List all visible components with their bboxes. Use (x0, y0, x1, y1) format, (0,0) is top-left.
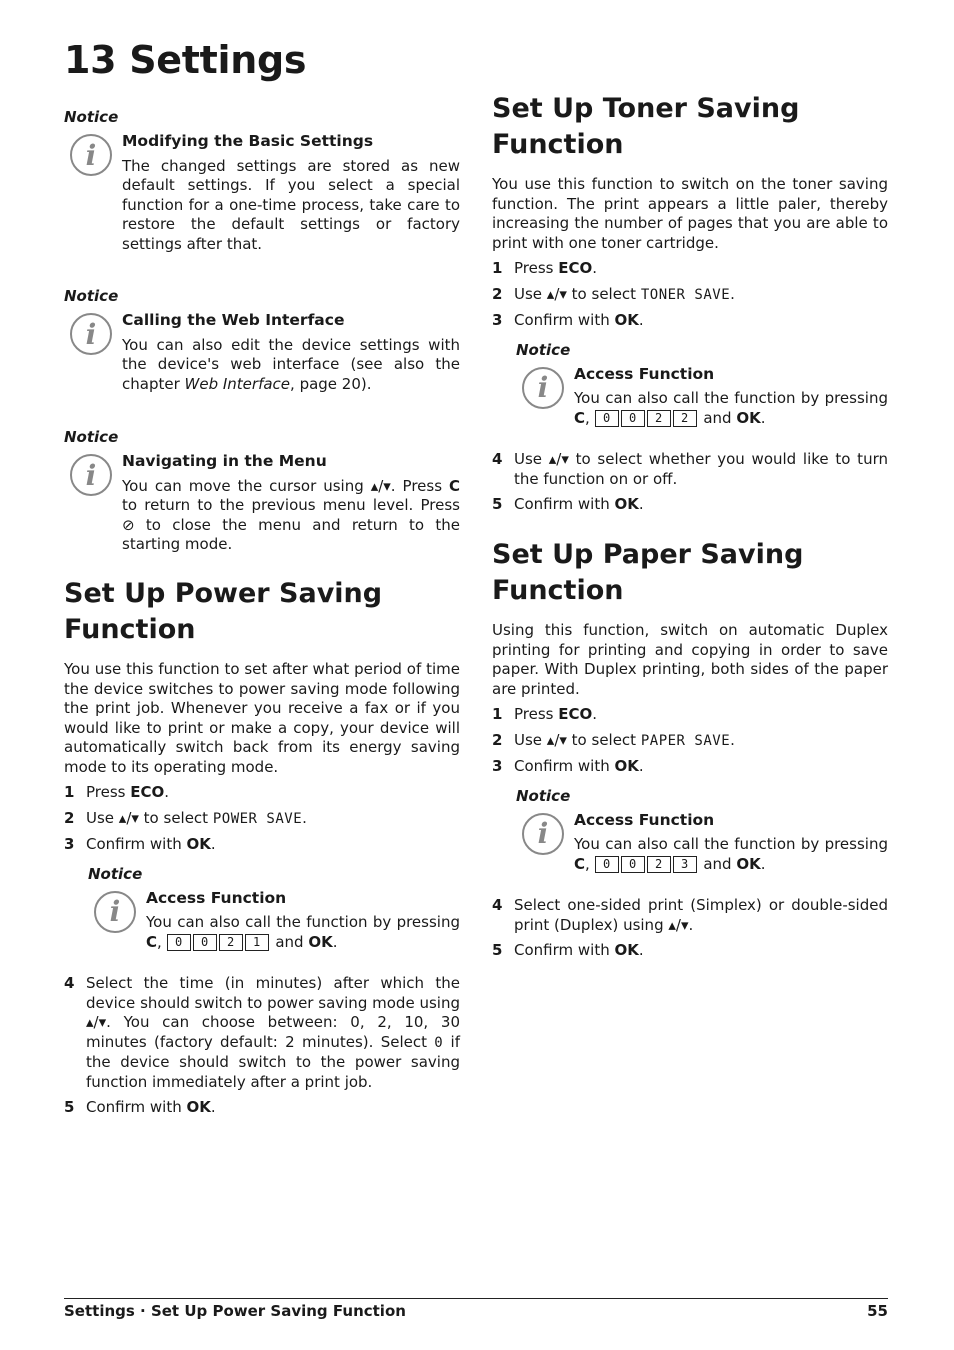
step: 2 Use ▴/▾ to select TONER SAVE. (492, 284, 735, 303)
toner-section (492, 175, 888, 521)
footer-section-title: Settings · Set Up Power Saving Function (64, 1302, 406, 1320)
notice-text: You can move the cursor using ▴/▾. Press C to return to the previous menu level. Press ⊘ to close the menu and return to the starting mode. (122, 476, 460, 553)
step: 3 Confirm with OK. (492, 757, 644, 775)
step: 4 Use ▴/▾ to select whether you would like to turn the function on or off. (492, 450, 888, 488)
paper-heading: Set Up Paper Saving Function (492, 539, 804, 606)
notice-title: Navigating in the Menu (122, 452, 327, 470)
notice-web-interface (64, 287, 460, 394)
power-section (64, 660, 460, 1124)
step: 3 Confirm with OK. (492, 311, 644, 329)
step: 5 Confirm with OK. (64, 1098, 216, 1116)
notice-access-function: Notice i Access Function You can also call the function by pressing C, 0 0 2 3 and OK. (516, 786, 888, 873)
notice-text: The changed settings are stored as new default settings. If you select a special function for a one-time process, take care to restore the default settings or factory settings after that. (122, 156, 460, 253)
power-intro: You use this function to set after what period of time the device switches to power saving mode following the print job. Whenever you receive a fax or if you would like to print or make a copy, your device will automatically switch back from its energy saving mode to its operating mode. (64, 660, 460, 776)
notice-title: Modifying the Basic Settings (122, 132, 374, 150)
step: 2 Use ▴/▾ to select PAPER SAVE. (492, 730, 735, 749)
step: 5 Confirm with OK. (492, 941, 644, 959)
notice-label: Notice (64, 108, 119, 126)
info-icon: i (522, 813, 564, 855)
footer-divider (64, 1298, 888, 1299)
paper-section (492, 621, 888, 967)
notice-text: You can also edit the device settings with the device's web interface (see also the chapter Web Interface, page 20). (122, 335, 460, 393)
step: 5 Confirm with OK. (492, 495, 644, 513)
step: 1 Press ECO. (492, 705, 598, 723)
step: 1 Press ECO. (64, 783, 170, 801)
toner-heading: Set Up Toner Saving Function (492, 93, 800, 160)
language-tab: EN (921, 150, 947, 169)
page-title: 13 Settings (64, 38, 307, 82)
power-heading: Set Up Power Saving Function (64, 578, 383, 645)
notice-label: Notice (64, 428, 119, 446)
paper-intro: Using this function, switch on automatic Duplex printing for printing and copying in order to save paper. With Duplex printing, both sides of the paper are printed. (492, 621, 888, 698)
info-icon: i (94, 891, 136, 933)
step: 1 Press ECO. (492, 259, 598, 277)
notice-basic-settings (64, 108, 460, 254)
notice-label: Notice (64, 287, 119, 305)
step: 2 Use ▴/▾ to select POWER SAVE. (64, 808, 307, 827)
notice-access-function: Notice i Access Function You can also call the function by pressing C, 0 0 2 2 and OK. (516, 340, 888, 427)
info-icon: i (522, 367, 564, 409)
info-icon: i (70, 454, 112, 496)
notice-navigating-menu (64, 428, 460, 555)
step: 4 Select the time (in minutes) after which the device should switch to power saving mode using ▴/▾. You can choose between: 0, 2, 10, 30 minutes (factory default: 2 minutes). Select 0 if the device should switch to the power saving function immediately after a print job. (64, 974, 460, 1091)
info-icon: i (70, 134, 112, 176)
chapter-link[interactable]: Web Interface (184, 374, 291, 393)
page-number: 55 (867, 1302, 888, 1320)
toner-intro: You use this function to switch on the toner saving function. The print appears a little paler, thereby increasing the number of pages that you are able to print with one toner cartridge. (492, 175, 888, 252)
notice-title: Calling the Web Interface (122, 311, 345, 329)
notice-access-function: Notice i Access Function You can also call the function by pressing C, 0 0 2 1 and OK. (88, 864, 460, 951)
info-icon: i (70, 313, 112, 355)
step: 4 Select one-sided print (Simplex) or double-sided print (Duplex) using ▴/▾. (492, 896, 888, 934)
step: 3 Confirm with OK. (64, 835, 216, 853)
